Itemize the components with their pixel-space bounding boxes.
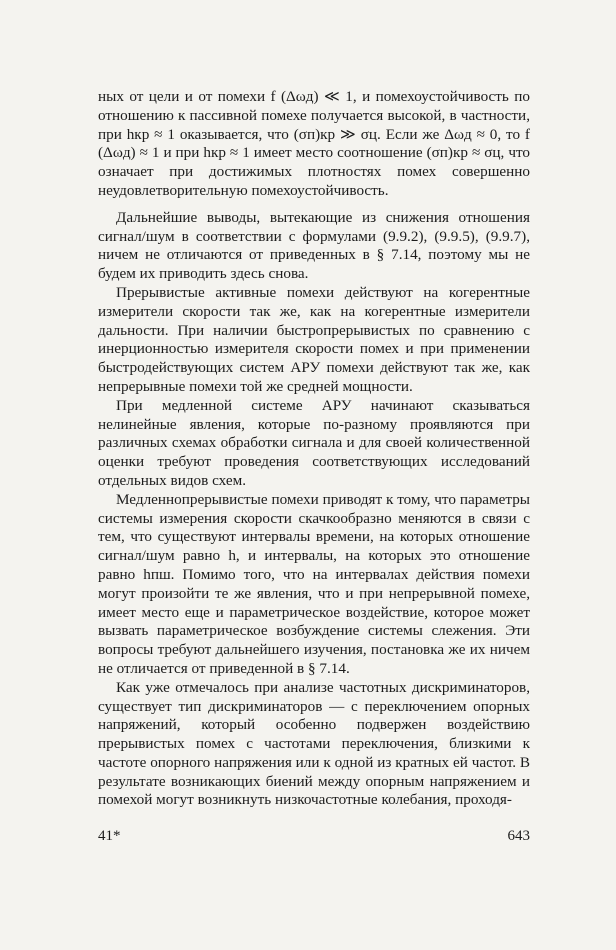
page-footer [98,828,530,845]
paragraph-2: Дальнейшие выводы, вытекающие из снижения отношения сигнал/шум в соответствии с формулами (9.9.2), (9.9.5), (9.9.7), ничем не отличаются от приведенных в § 7.14, поэтому мы не будем их приводить здесь снова. [98,208,530,283]
paragraph-5: Медленнопрерывистые помехи приводят к тому, что параметры системы измерения скорости скачкообразно меняются в связи с тем, что существуют интервалы времени, на которых отношение сигнал/шум равно h, и интервалы, на которых это отношение равно hпш. Помимо того, что на интервалах действия помехи могут произойти те же явления, что и при непрерывной помехе, имеет место еще и параметрическое воздействие, которое может вызвать параметрическое возбуждение системы слежения. Эти вопросы требуют дальнейшего изучения, постановка же их ничем не отличается от приведенной в § 7.14. [98,490,530,677]
page-body [98,88,530,810]
paragraph-1: ных от цели и от помехи f (Δωд) ≪ 1, и помехоустойчивость по отношению к пассивной помехе получается высокой, в частности, при hкр ≈ 1 оказывается, что (σп)кр ≫ σц. Если же Δωд ≈ 0, то f (Δωд) ≈ 1 и при hкр ≈ 1 имеет место соотношение (σп)кр ≈ σц, что означает при достижимых плотностях помех совершенно неудовлетворительную помехоустойчивость. [98,88,530,199]
paragraph-3: Прерывистые активные помехи действуют на когерентные измерители скорости так же, как на когерентные измерители дальности. При наличии быстропрерывистых по сравнению с инерционностью измерителя скорости помех и при применении быстродействующих систем АРУ помехи действуют так же, как непрерывные помехи той же средней мощности. [98,283,530,395]
page-number: 643 [507,828,530,844]
paragraph-4: При медленной системе АРУ начинают сказываться нелинейные явления, которые по-разному проявляются при различных схемах обработки сигнала и для своей количественной оценки требуют проведения соответствующих исследований отдельных видов схем. [98,396,530,489]
signature-mark: 41* [98,828,121,844]
paragraph-6: Как уже отмечалось при анализе частотных дискриминаторов, существует тип дискриминаторов — с переключением опорных напряжений, который особенно подвержен воздействию прерывистых помех с частотами переключения, близкими к частоте опорного напряжения или к одной из кратных ей частот. В результате возникающих биений между опорным напряжением и помехой могут возникнуть низкочастотные колебания, проходя- [98,678,530,809]
